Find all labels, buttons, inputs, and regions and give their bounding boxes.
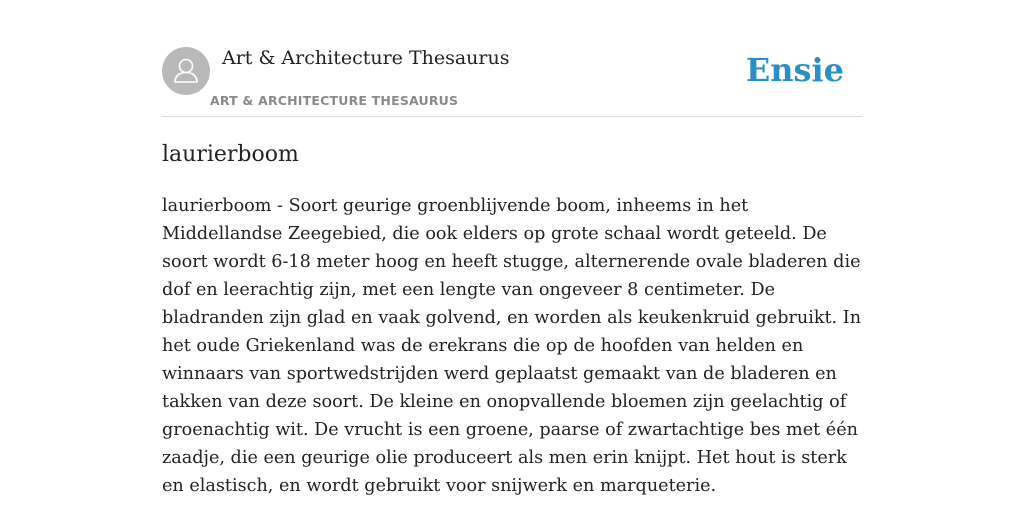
page-title: laurierboom bbox=[162, 142, 299, 167]
page-header bbox=[162, 46, 862, 117]
author-avatar[interactable] bbox=[162, 47, 210, 95]
author-name-link[interactable]: Art & Architecture Thesaurus bbox=[222, 47, 510, 69]
definition-text: laurierboom - Soort geurige groenblijvende boom, inheems in het Middellandse Zeegebied, die ook elders op grote schaal wordt geteeld. De soort wordt 6-18 meter hoog en heeft stugge, alternerende ovale bladeren die dof en leerachtig zijn, met een lengte van ongeveer 8 centimeter. De bladranden zijn glad en vaak golvend, en worden als keukenkruid gebruikt. In het oude Griekenland was de erekrans die op de hoofden van helden en winnaars van sportwedstrijden werd geplaatst gemaakt van de bladeren en takken van deze soort. De kleine en onopvallende bloemen zijn geelachtig of groenachtig wit. De vrucht is een groene, paarse of zwartachtige bes met één zaadje, die een geurige olie produceert als men erin knijpt. Het hout is sterk en elastisch, en wordt gebruikt voor snijwerk en marqueterie. bbox=[162, 196, 862, 496]
user-icon bbox=[162, 47, 210, 95]
ensie-logo[interactable]: Ensie bbox=[745, 51, 844, 89]
source-label[interactable]: ART & ARCHITECTURE THESAURUS bbox=[210, 93, 459, 108]
